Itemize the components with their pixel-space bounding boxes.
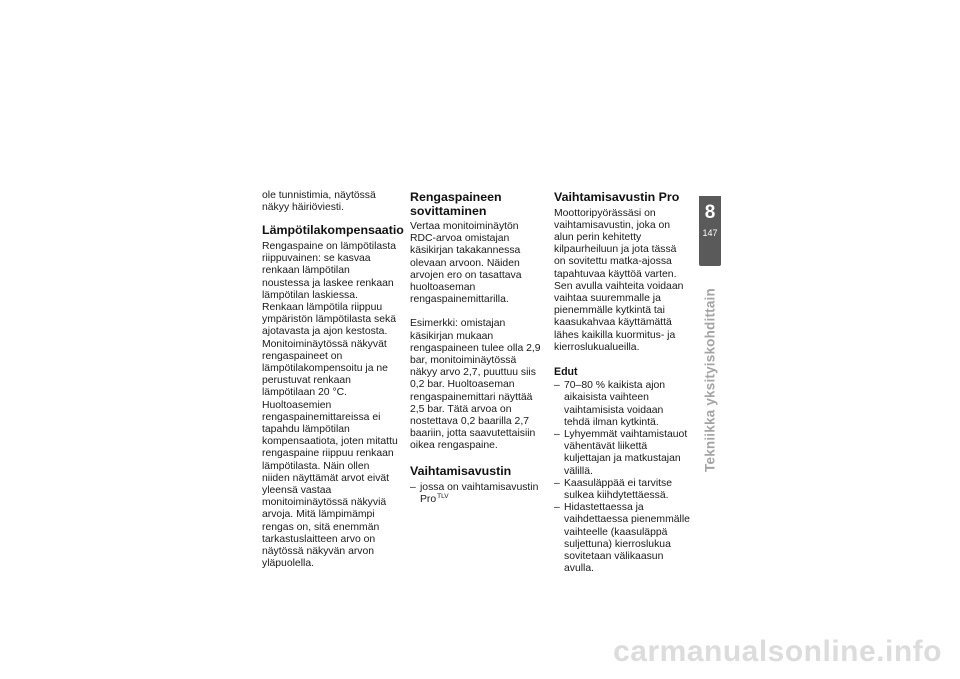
tyre-pressure-paragraph-2: Esimerkki: omistajan käsikirjan mukaan rengaspaineen tulee olla 2,9 bar, monitoiminäytössä näkyy arvo 2,7, puuttuu siis 0,2 bar. Huoltoaseman rengaspainemittari näyttää 2,5 bar. Tätä arvoa on nostettava 0,2 baarilla 2,7 baariin, jotta saavutettaisiin oikea rengaspaine. xyxy=(410,318,541,452)
page-number: 147 xyxy=(702,228,718,238)
dash-bullet: – xyxy=(554,502,560,514)
vertical-chapter-title: Tekniikka yksityiskohdittain xyxy=(702,288,718,472)
section-heading-shift-assistant-pro: Vaihtamisavustin Pro xyxy=(554,190,680,204)
list-item-text: 70–80 % kaikista ajon aikaisista vaihteen vaihtamisista voidaan tehdä ilman kytkintä. xyxy=(564,380,666,428)
list-item-text: jossa on vaihtamisavustin Pro xyxy=(420,482,539,506)
subheading-benefits: Edut xyxy=(554,365,578,378)
list-item-text: Hidastettaessa ja vaihdettaessa pienemmälle vaihteelle (kaasuläppä suljettuna) kierroslukua sovitetaan välikaasun avulla. xyxy=(564,502,690,575)
watermark: carmanualsonline.info xyxy=(613,635,942,668)
section-heading-tyre-pressure-adjustment: Rengaspaineen sovittaminen xyxy=(410,190,502,218)
list-item xyxy=(554,478,690,502)
list-item-text: Lyhyemmät vaihtamistauot vähentävät liikettä kuljettajan ja matkustajan välillä. xyxy=(564,428,688,477)
list-item xyxy=(554,502,690,575)
column-right xyxy=(554,190,690,575)
temperature-compensation-paragraph: Rengaspaine on lämpötilasta riippuvainen: se kasvaa renkaan lämpötilan noustessa ja laskee renkaan lämpötilan laskiessa. Renkaan lämpötila riippuu ympäristön lämpötilasta sekä ajotavasta ja ajon kestosta. Monitoiminäytössä näkyvät rengaspaineet on lämpötilakompensoitu ja ne perustuvat renkaan lämpötilaan 20 °C. Huoltoasemien rengaspainemittareissa ei tapahdu lämpötilan kompensaatiota, joten mitattu rengaspaine riippuu renkaan lämpötilasta. Näin ollen niiden näyttämät arvot eivät yleensä vastaa monitoiminäytössä näkyviä arvoja. Mitä lämpimämpi rengas on, sitä enemmän tarkastuslaitteen arvo on näytössä näkyvän arvon yläpuolella. xyxy=(262,240,398,570)
list-item xyxy=(410,482,546,506)
benefits-list xyxy=(554,380,690,575)
column-middle xyxy=(410,190,546,507)
section-heading-temperature-compensation: Lämpötilakompensaatio xyxy=(262,223,404,238)
shift-assistant-condition-list xyxy=(410,482,546,506)
shift-assistant-pro-paragraph: Moottoripyörässäsi on vaihtamisavustin, joka on alun perin kehitetty kilpaurheiluun ja jota tässä on sovitettu matka-ajossa tapahtuvaa käyttöä varten. Sen avulla vaihteita voidaan vaihtaa suuremmalle ja pienemmälle kytkintä tai kaasukahvaa käyttämättä lähes kaikilla kuormitus- ja kierroslukualueilla. xyxy=(554,207,684,353)
tyre-pressure-paragraph-1: Vertaa monitoiminäytön RDC-arvoa omistajan käsikirjan takakannessa olevaan arvoon. Näiden arvojen ero on tasattava huoltoaseman rengaspainemittarilla. xyxy=(410,221,522,306)
dash-bullet: – xyxy=(554,477,560,489)
list-item xyxy=(554,429,690,478)
dash-bullet: – xyxy=(410,482,416,494)
option-superscript: TLV xyxy=(437,492,449,500)
section-heading-shift-assistant: Vaihtamisavustin xyxy=(410,463,512,478)
list-item xyxy=(554,380,690,429)
column-left xyxy=(262,190,404,570)
chapter-number: 8 xyxy=(704,202,716,223)
chapter-tab xyxy=(699,196,721,266)
dash-bullet: – xyxy=(554,380,560,392)
dash-bullet: – xyxy=(554,428,560,440)
list-item-text: Kaasuläppää ei tarvitse sulkea kiihdytettäessä. xyxy=(564,477,673,501)
intro-paragraph: ole tunnistimia, näytössä näkyy häiriöviesti. xyxy=(262,190,376,214)
